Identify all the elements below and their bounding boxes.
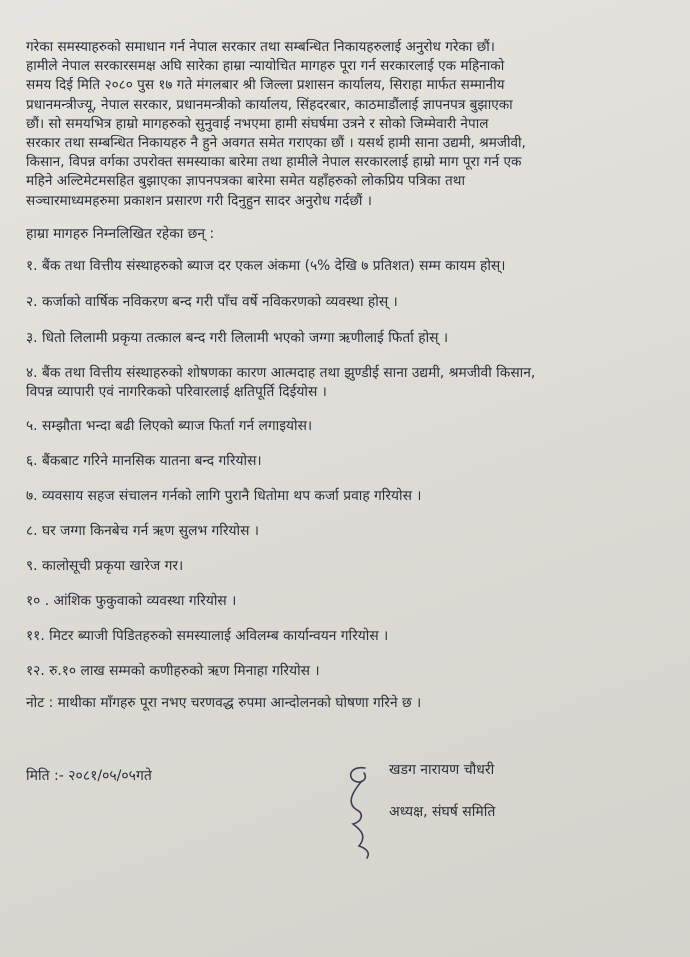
- letter-date: मिति :- २०८१/०५/०५गते: [26, 768, 152, 784]
- handwritten-signature: [331, 760, 391, 860]
- demand-item: [26, 557, 646, 576]
- intro-line: छौं। सो समयभित्र हाम्रो मागहरुको सुनुवाई नभएमा हामी संघर्षमा उत्रने र सोको जिम्मेवारी नेपाल: [26, 115, 489, 132]
- intro-paragraph: [26, 38, 646, 211]
- demand-line: १० . आंशिक फुकुवाको व्यवस्था गरियोस ।: [26, 592, 237, 609]
- demand-item: [26, 293, 646, 312]
- intro-line: सञ्चारमाध्यमहरुमा प्रकाशन प्रसारण गरी दिनुहुन सादर अनुरोध गर्दछौं ।: [26, 192, 372, 209]
- letter-footer: [26, 760, 646, 900]
- demand-item: [26, 417, 646, 436]
- signatory-title: अध्यक्ष, संघर्ष समिति: [389, 804, 496, 820]
- demand-line: ६. बैंकबाट गरिने मानसिक यातना बन्द गरियोस।: [26, 452, 262, 469]
- demands-heading: हाम्रा मागहरु निम्नलिखित रहेका छन् :: [26, 225, 215, 242]
- demand-item: [26, 592, 646, 611]
- demand-line: ११. मिटर ब्याजी पिडितहरुको समस्यालाई अविलम्ब कार्यान्वयन गरियोस ।: [26, 627, 389, 644]
- demand-line: ५. सम्झौता भन्दा बढी लिएको ब्याज फिर्ता गर्न लगाइयोस।: [26, 417, 313, 434]
- demand-item: [26, 364, 646, 402]
- demand-line: २. कर्जाको वार्षिक नविकरण बन्द गरी पाँच वर्षे नविकरणको व्यवस्था होस् ।: [26, 293, 398, 310]
- demand-item: [26, 522, 646, 541]
- intro-line: हामीले नेपाल सरकारसमक्ष अघि सारेका हाम्रा न्यायोचित मागहरु पूरा गर्न सरकारलाई एक महिनाको: [26, 58, 505, 75]
- demand-item: [26, 329, 646, 348]
- demand-item: [26, 487, 646, 506]
- signatory-name: खडग नारायण चौधरी: [389, 762, 495, 778]
- demands-list: [26, 257, 646, 681]
- intro-line: गरेका समस्याहरुको समाधान गर्न नेपाल सरकार तथा सम्बन्धित निकायहरुलाई अनुरोध गरेका छौं।: [26, 39, 495, 55]
- intro-line: समय दिई मिति २०८० पुस १७ गते मंगलबार श्री जिल्ला प्रशासन कार्यालय, सिराहा मार्फत सम्मानीय: [26, 77, 505, 94]
- signature-stroke: [351, 768, 369, 858]
- note-text: नोट : माथीका माँगहरु पूरा नभए चरणवद्ध रुपमा आन्दोलनको घोषणा गरिने छ ।: [26, 694, 422, 711]
- demand-line: ९. कालोसूची प्रकृया खारेज गर।: [26, 557, 184, 574]
- demand-line: ७. व्यवसाय सहज संचालन गर्नको लागि पुरानै धितोमा थप कर्जा प्रवाह गरियोस ।: [26, 487, 422, 504]
- intro-line: सरकार तथा सम्बन्धित निकायहरु नै हुने अवगत समेत गराएका छौं । यसर्थ हामी साना उद्यमी, श्रमजीवी,: [26, 135, 526, 152]
- demand-line: १. बैंक तथा वित्तीय संस्थाहरुको ब्याज दर एकल अंकमा (५% देखि ७ प्रतिशत) सम्म कायम होस्।: [26, 257, 506, 274]
- demand-line: १२. रु.१० लाख सम्मको कणीहरुको ऋण मिनाहा गरियोस ।: [26, 662, 320, 679]
- demand-line: ४. बैंक तथा वित्तीय संस्थाहरुको शोषणका कारण आत्मदाह तथा झुण्डीई साना उद्यमी, श्रमजीवी किसान,: [26, 364, 536, 381]
- intro-line: किसान, विपन्न वर्गका उपरोक्त समस्याका बारेमा तथा हामीले नेपाल सरकारलाई हाम्रो माग पूरा गर्न एक: [26, 154, 522, 171]
- intro-line: प्रधानमन्त्रीज्यू, नेपाल सरकार, प्रधानमन्त्रीको कार्यालय, सिंहदरबार, काठमाडौंलाई ज्ञापनपत्र बुझाएका: [26, 96, 513, 113]
- demand-line: विपन्न व्यापारी एवं नागरिकको परिवारलाई क्षतिपूर्ति दिईयोस ।: [26, 383, 327, 400]
- demand-item: [26, 662, 646, 681]
- demand-line: ३. धितो लिलामी प्रकृया तत्काल बन्द गरी लिलामी भएको जग्गा ऋणीलाई फिर्ता होस् ।: [26, 329, 449, 346]
- demand-line: ८. घर जग्गा किनबेच गर्न ऋण सुलभ गरियोस ।: [26, 522, 260, 539]
- demand-item: [26, 257, 646, 276]
- intro-line: महिने अल्टिमेटमसहित बुझाएका ज्ञापनपत्रका बारेमा समेत यहाँहरुको लोकप्रिय पत्रिका तथा: [26, 173, 465, 190]
- demand-item: [26, 452, 646, 471]
- demand-item: [26, 627, 646, 646]
